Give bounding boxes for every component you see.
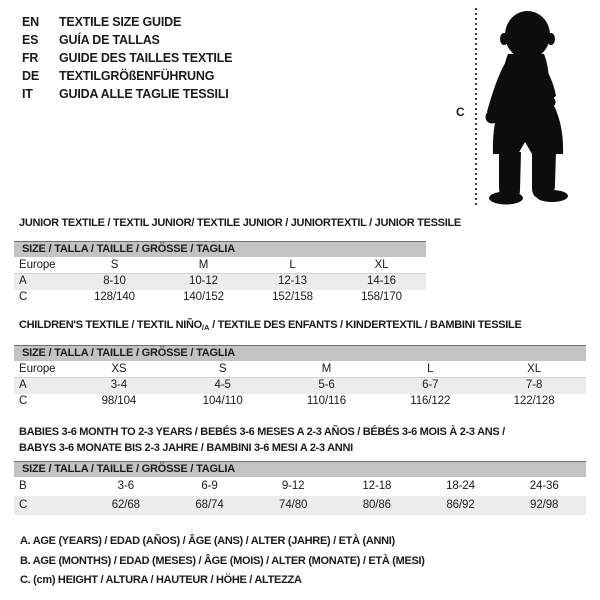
table-cell: 140/152	[183, 290, 224, 303]
toddler-silhouette-icon	[480, 8, 568, 206]
table-cell: 5-6	[318, 379, 335, 391]
children-title-text: CHILDREN'S TEXTILE / TEXTIL NIÑO	[19, 319, 202, 331]
table-cell: 24-36	[529, 480, 559, 492]
column-header: L	[427, 363, 434, 375]
language-code: EN	[22, 15, 39, 29]
children-title-subscript: /A	[201, 323, 210, 332]
table-cell: 152/158	[272, 290, 313, 303]
table-cell: 74/80	[279, 499, 308, 511]
language-title: TEXTILE SIZE GUIDE	[59, 15, 182, 29]
region-label: Europe	[19, 363, 56, 375]
height-marker-label: C	[456, 105, 465, 119]
language-title: GUIDA ALLE TAGLIE TESSILI	[59, 87, 229, 101]
column-header: XS	[111, 363, 127, 375]
language-code: DE	[22, 69, 39, 83]
table-cell: 8-10	[103, 275, 126, 287]
size-header-label: SIZE / TALLA / TAILLE / GRÖSSE / TAGLIA	[22, 243, 236, 255]
table-cell: 10-12	[189, 275, 218, 287]
babies-row-months	[14, 477, 586, 496]
legend-line-a: A. AGE (YEARS) / EDAD (AÑOS) / ÂGE (ANS) / ALTER (JAHRE) / ETÀ (ANNI)	[20, 535, 395, 547]
column-header: S	[218, 363, 227, 375]
junior-column-header-row	[14, 257, 426, 274]
column-header: M	[198, 259, 209, 271]
junior-row-height	[14, 290, 426, 306]
legend-line-b: B. AGE (MONTHS) / EDAD (MESES) / ÂGE (MOIS) / ALTER (MONATE) / ETÀ (MESI)	[20, 554, 425, 567]
table-cell: 80/86	[362, 499, 391, 511]
table-cell: 158/170	[361, 290, 402, 303]
row-label: A	[19, 275, 27, 287]
legend-line-c: C. (cm) HEIGHT / ALTURA / HAUTEUR / HÖHE / ALTEZZA	[20, 574, 302, 586]
table-cell: 110/116	[306, 394, 347, 407]
table-cell: 6-7	[422, 379, 439, 391]
language-title-block	[22, 13, 232, 103]
children-section-title	[19, 319, 522, 334]
column-header: XL	[374, 259, 389, 271]
babies-title-line2: BABYS 3-6 MONATE BIS 2-3 JAHRE / BAMBINI 3-6 MESI A 2-3 ANNI	[19, 442, 353, 454]
table-cell: 86/92	[446, 499, 475, 511]
table-cell: 3-4	[110, 379, 128, 391]
table-cell: 7-8	[525, 379, 543, 391]
junior-section-title: JUNIOR TEXTILE / TEXTIL JUNIOR/ TEXTILE JUNIOR / JUNIORTEXTIL / JUNIOR TESSILE	[19, 217, 461, 229]
column-header: XL	[527, 363, 542, 375]
row-label: C	[19, 290, 28, 303]
language-title: GUÍA DE TALLAS	[59, 33, 160, 47]
table-cell: 122/128	[513, 394, 555, 407]
table-cell: 4-5	[214, 379, 231, 391]
row-label: C	[19, 394, 28, 407]
size-header-label: SIZE / TALLA / TAILLE / GRÖSSE / TAGLIA	[22, 347, 236, 359]
size-header-row	[14, 241, 426, 257]
row-label: B	[19, 480, 27, 492]
table-cell: 116/122	[410, 394, 451, 407]
table-cell: 3-6	[117, 480, 134, 492]
height-dotted-line	[475, 8, 477, 208]
junior-row-age	[14, 274, 426, 290]
language-code: IT	[22, 87, 33, 101]
language-row-es	[22, 31, 232, 49]
table-cell: 128/140	[94, 290, 135, 303]
table-cell: 12-18	[362, 480, 392, 492]
table-cell: 98/104	[101, 394, 137, 407]
size-header-row	[14, 345, 586, 361]
column-header: S	[110, 259, 119, 271]
column-header: M	[321, 363, 332, 375]
children-row-height	[14, 394, 586, 410]
children-row-age	[14, 378, 586, 394]
children-column-header-row	[14, 361, 586, 378]
table-cell: 9-12	[281, 480, 305, 492]
babies-row-height	[14, 496, 586, 515]
junior-size-table	[14, 241, 426, 305]
babies-title-line1: BABIES 3-6 MONTH TO 2-3 YEARS / BEBÉS 3-6 MESES A 2-3 AÑOS / BÉBÉS 3-6 MOIS À 2-3 ANS /	[19, 426, 505, 438]
table-cell: 6-9	[201, 480, 218, 492]
language-row-de	[22, 67, 232, 85]
children-title-text: / TEXTILE DES ENFANTS / KINDERTEXTIL / BAMBINI TESSILE	[209, 319, 522, 331]
table-cell: 68/74	[195, 499, 224, 511]
size-header-row	[14, 461, 586, 477]
language-title: GUIDE DES TAILLES TEXTILE	[59, 51, 233, 65]
row-label: A	[19, 379, 27, 391]
column-header: L	[289, 259, 296, 271]
table-cell: 18-24	[446, 480, 475, 492]
table-cell: 12-13	[278, 275, 307, 287]
table-cell: 62/68	[111, 499, 140, 511]
babies-size-table	[14, 461, 586, 515]
babies-section-title	[19, 424, 505, 456]
children-size-table	[14, 345, 586, 409]
table-cell: 104/110	[202, 394, 243, 407]
language-row-fr	[22, 49, 232, 67]
row-label: C	[19, 499, 28, 511]
language-code: ES	[22, 33, 39, 47]
language-row-it	[22, 85, 232, 103]
language-title: TEXTILGRÖßENFÜHRUNG	[59, 69, 215, 83]
region-label: Europe	[19, 259, 56, 271]
language-code: FR	[22, 51, 39, 65]
table-cell: 92/98	[530, 499, 559, 511]
size-header-label: SIZE / TALLA / TAILLE / GRÖSSE / TAGLIA	[22, 463, 236, 475]
language-row-en	[22, 13, 232, 31]
measurement-legend	[20, 532, 425, 591]
table-cell: 14-16	[367, 275, 396, 287]
